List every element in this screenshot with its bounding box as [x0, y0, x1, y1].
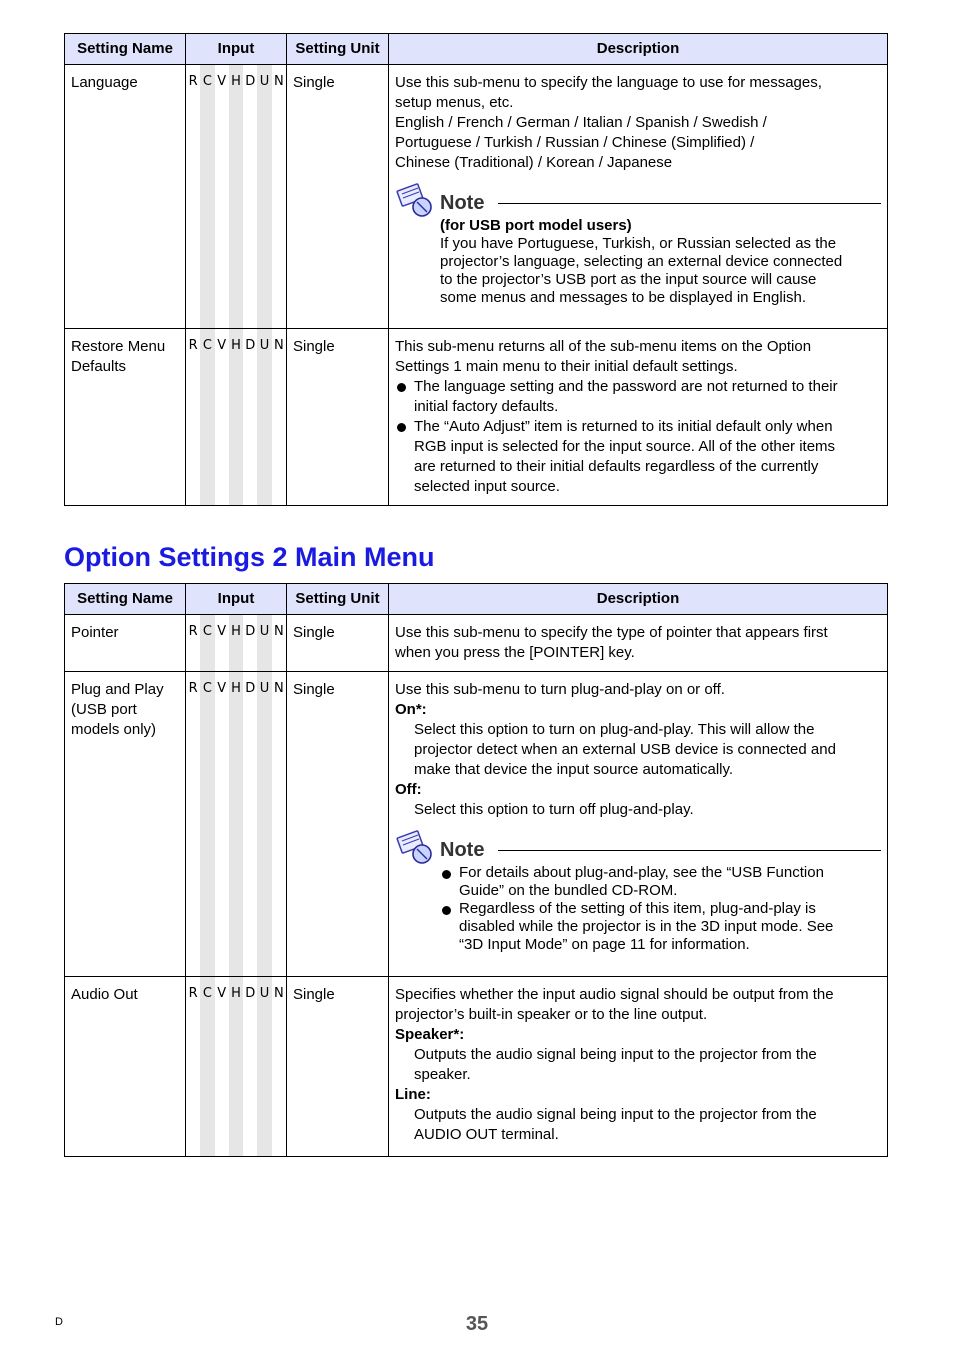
note-title: Note [440, 192, 485, 214]
setting-unit-cell: Single [287, 977, 389, 1157]
setting-unit-cell: Single [287, 329, 389, 506]
description-cell: Specifies whether the input audio signal should be output from the projector’s built-in speaker or to the line output. Speaker*: Outputs the audio signal being input to the projector from the speaker. Line: Outputs the audio signal being input to the projector from the AUDIO OUT terminal. [389, 977, 888, 1157]
note-box [395, 838, 881, 954]
table-header-row [65, 34, 888, 65]
table-row [65, 672, 888, 977]
setting-name: Language [71, 74, 138, 91]
note-title: Note [440, 839, 485, 861]
option-label-on: On*: [395, 701, 427, 718]
setting-unit-cell [287, 65, 389, 329]
option-settings-2-table [64, 583, 888, 1157]
option-label-off: Off: [395, 781, 422, 798]
footer-code: D [55, 1316, 63, 1328]
header-description: Description [389, 584, 888, 615]
setting-name-cell: Pointer [65, 615, 186, 672]
option-label-line: Line: [395, 1086, 431, 1103]
page-number: 35 [465, 1313, 489, 1335]
table-row [65, 329, 888, 506]
section-title: Option Settings 2 Main Menu [64, 542, 435, 572]
description-cell: Use this sub-menu to turn plug-and-play on or off. On*: Select this option to turn on plug-and-play. This will allow the projector detect when an external USB device is connected and make that device the input source automatically. Off: Select this option to turn off plug-and-play. Note For details about plug-and-play, see the “USB Function Guide” on the bundled CD-ROM. Regardless of the setting of this item, plug-and-play is disabled while the projector is in the 3D input mode. See “3D Input Mode” on page 11 for information. [389, 672, 888, 977]
header-setting-unit: Setting Unit [287, 584, 389, 615]
bullet-item: Regardless of the setting of this item, plug-and-play is disabled while the projector is in the 3D input mode. See “3D Input Mode” on page 11 for information. [440, 900, 881, 954]
setting-name-cell: Plug and Play (USB port models only) [65, 672, 186, 977]
input-cell [186, 672, 287, 977]
input-letters: R C V H D U N [188, 74, 284, 89]
setting-name-cell: Restore Menu Defaults [65, 329, 186, 506]
header-setting-name: Setting Name [65, 584, 186, 615]
header-input: Input [186, 584, 287, 615]
input-cell [186, 977, 287, 1157]
description-cell: Use this sub-menu to specify the language to use for messages, setup menus, etc. English / French / German / Italian / Spanish / Swedish / Portuguese / Turkish / Russian / Chinese (Simplified) / Chinese (Traditional) / Korean / Japanese Note (for USB port model users) If you have Portuguese, Turkish, or Russian selected as the projector’s language, selecting an external device connected to the projector’s USB port as the input source will cause some menus and messages to be displayed in English. [389, 65, 888, 329]
header-setting-name: Setting Name [65, 34, 186, 65]
bullet-item: For details about plug-and-play, see the “USB Function Guide” on the bundled CD-ROM. [440, 864, 881, 900]
input-letters: R C V H D U N [188, 338, 284, 353]
header-setting-unit: Setting Unit [287, 34, 389, 65]
table-row [65, 615, 888, 672]
input-cell [186, 329, 287, 506]
bullet-item: The “Auto Adjust” item is returned to its initial default only when RGB input is selected for the input source. All of the other items are returned to their initial defaults regardless of the currently selected input source. [395, 417, 881, 497]
setting-unit-cell: Single [287, 615, 389, 672]
setting-unit: Single [293, 74, 335, 91]
setting-name-cell [65, 65, 186, 329]
note-pen-icon [395, 183, 435, 221]
note-pen-icon [395, 830, 435, 868]
option-label-speaker: Speaker*: [395, 1026, 465, 1043]
header-description: Description [389, 34, 888, 65]
input-cell [186, 65, 287, 329]
note-subhead: (for USB port model users) [440, 217, 632, 234]
note-box: Note (for USB port model users) If you have Portuguese, Turkish, or Russian selected as the projector’s language, selecting an external device connected to the projector’s USB port as the input source will cause some menus and messages to be displayed in English. [395, 191, 881, 307]
setting-unit-cell: Single [287, 672, 389, 977]
setting-name-cell: Audio Out [65, 977, 186, 1157]
option-settings-1-table [64, 33, 888, 506]
table-row [65, 65, 888, 329]
input-letters: R C V H D U N [188, 681, 284, 696]
description-cell: Use this sub-menu to specify the type of pointer that appears first when you press the [POINTER] key. [389, 615, 888, 672]
bullet-item: The language setting and the password are not returned to their initial factory defaults. [395, 377, 881, 417]
input-cell [186, 615, 287, 672]
header-input: Input [186, 34, 287, 65]
input-letters: R C V H D U N [188, 986, 284, 1001]
input-letters: R C V H D U N [188, 624, 284, 639]
table-row [65, 977, 888, 1157]
description-cell: This sub-menu returns all of the sub-menu items on the Option Settings 1 main menu to their initial default settings. The language setting and the password are not returned to their initial factory defaults. The “Auto Adjust” item is returned to its initial default only when RGB input is selected for the input source. All of the other items are returned to their initial defaults regardless of the currently selected input source. [389, 329, 888, 506]
table-header-row [65, 584, 888, 615]
